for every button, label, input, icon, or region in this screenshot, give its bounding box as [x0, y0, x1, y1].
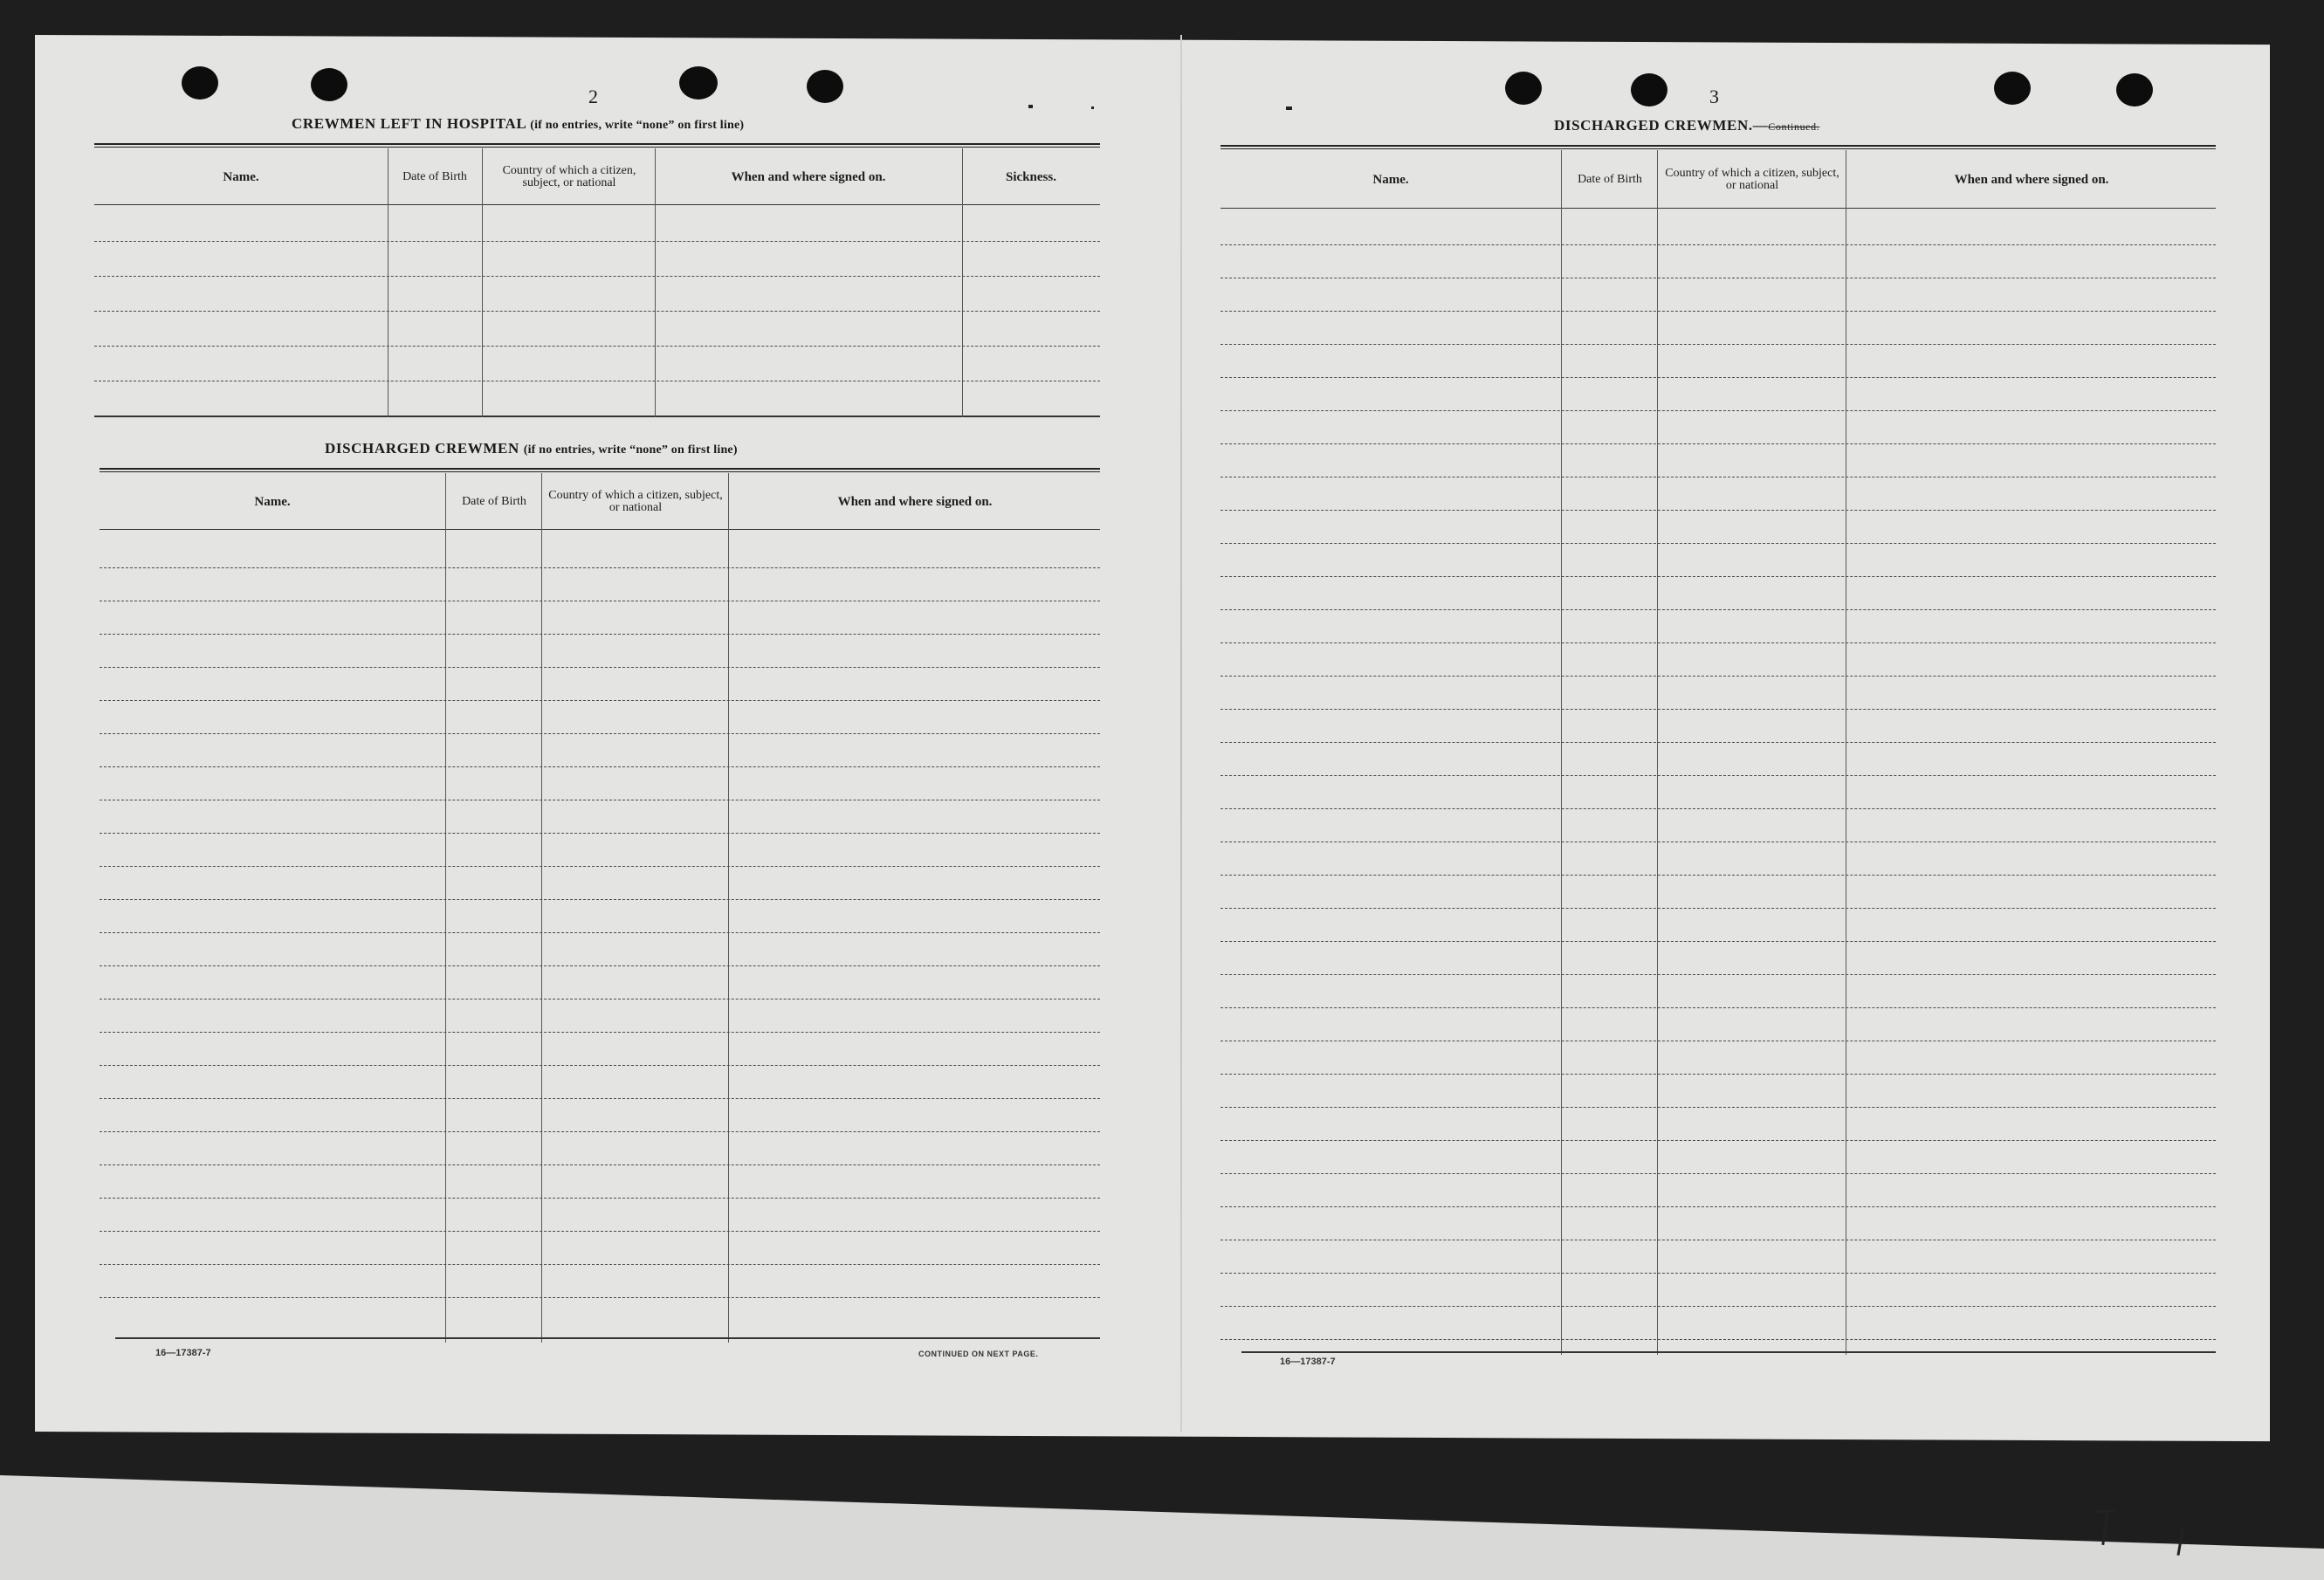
hospital-table: [94, 143, 1100, 419]
table-row: [100, 766, 1100, 767]
table-header-rule: [94, 204, 1100, 205]
column-divider: [1561, 150, 1562, 1355]
table-row: [100, 965, 1100, 966]
table-row: [1220, 1107, 2216, 1108]
column-divider: [962, 148, 963, 417]
column-divider: [445, 473, 446, 1343]
table-row: [100, 567, 1100, 568]
column-header-name: Name.: [223, 169, 259, 184]
table-row: [100, 999, 1100, 1000]
column-header-country: Country of which a citizen, subject, or national: [502, 164, 636, 189]
hospital-title-text: CREWMEN LEFT IN HOSPITAL: [292, 115, 526, 132]
hospital-section-title: [292, 115, 744, 133]
table-top-rule: [94, 143, 1100, 148]
table-row: [1220, 642, 2216, 643]
page-number: 2: [588, 86, 598, 107]
discharged-table: [100, 468, 1100, 1341]
table-row: [1220, 609, 2216, 610]
punch-hole: [807, 70, 843, 103]
table-row: [1220, 1306, 2216, 1307]
table-row: [1220, 875, 2216, 876]
table-row: [1220, 410, 2216, 411]
table-row: [94, 346, 1100, 347]
table-row: [100, 1231, 1100, 1232]
discharged-title-text: DISCHARGED CREWMEN: [325, 440, 519, 457]
punch-hole: [182, 66, 218, 100]
table-top-rule: [100, 468, 1100, 472]
table-row: [1220, 1007, 2216, 1008]
table-row: [1220, 1173, 2216, 1174]
table-row: [100, 634, 1100, 635]
table-row: [1220, 311, 2216, 312]
table-row: [1220, 1206, 2216, 1207]
table-row: [94, 311, 1100, 312]
table-row: [100, 700, 1100, 701]
table-top-rule: [1220, 145, 2216, 149]
discharged-title-note: (if no entries, write “none” on first line): [523, 443, 738, 457]
column-header-sickness: Sickness.: [1006, 169, 1056, 184]
scan-edge: [0, 1475, 2324, 1580]
table-row: [1220, 576, 2216, 577]
table-row: [100, 1065, 1100, 1066]
table-row: [1220, 676, 2216, 677]
column-header-name: Name.: [254, 494, 291, 509]
column-header-date-of-birth: Date of Birth: [402, 170, 467, 183]
punch-hole: [1994, 72, 2031, 105]
table-row: [1220, 1140, 2216, 1141]
scan-mark: [2095, 1510, 2114, 1513]
table-row: [94, 276, 1100, 277]
column-header-name: Name.: [1372, 172, 1409, 187]
table-header-rule: [1220, 208, 2216, 209]
table-row: [1220, 244, 2216, 245]
table-row: [100, 833, 1100, 834]
hospital-title-note: (if no entries, write “none” on first line): [530, 119, 745, 132]
table-row: [100, 1164, 1100, 1165]
column-header-date-of-birth: Date of Birth: [1578, 173, 1642, 186]
table-row: [100, 932, 1100, 933]
column-divider: [655, 148, 656, 417]
discharged-continued-title-text: DISCHARGED CREWMEN.—: [1554, 117, 1769, 134]
column-header-country: Country of which a citizen, subject, or national: [1665, 167, 1839, 192]
column-header-date-of-birth: Date of Birth: [462, 495, 526, 508]
punch-hole: [1631, 73, 1667, 106]
column-divider: [482, 148, 483, 417]
table-row: [100, 1032, 1100, 1033]
table-row: [1220, 510, 2216, 511]
scan-mark: [2101, 1510, 2109, 1545]
scan-mark: [1028, 105, 1033, 108]
column-divider: [541, 473, 542, 1343]
column-header-country: Country of which a citizen, subject, or national: [548, 489, 723, 514]
discharged-continued-table: [1220, 145, 2216, 1355]
table-row: [1220, 1074, 2216, 1075]
table-row: [100, 1198, 1100, 1199]
continued-label: Continued.: [1768, 120, 1820, 133]
column-divider: [728, 473, 729, 1343]
column-header-signed-on: When and where signed on.: [837, 494, 993, 509]
column-header-signed-on: When and where signed on.: [1954, 172, 2109, 187]
table-row: [1220, 775, 2216, 776]
table-row: [1220, 974, 2216, 975]
table-row: [1220, 377, 2216, 378]
table-row: [1220, 344, 2216, 345]
table-bottom-rule: [94, 416, 1100, 417]
table-row: [100, 667, 1100, 668]
discharged-section-title: [325, 440, 738, 457]
column-divider: [1657, 150, 1658, 1355]
table-row: [1220, 709, 2216, 710]
page-number: 3: [1709, 86, 1719, 107]
form-code: 16—17387-7: [1280, 1357, 1336, 1367]
table-row: [1220, 908, 2216, 909]
form-code: 16—17387-7: [155, 1348, 211, 1358]
punch-hole: [679, 66, 718, 100]
discharged-continued-title: [1554, 117, 1819, 134]
scan-mark: [1091, 106, 1094, 109]
table-row: [1220, 808, 2216, 809]
punch-hole: [1505, 72, 1542, 105]
table-row: [100, 1098, 1100, 1099]
continued-note: CONTINUED ON NEXT PAGE.: [918, 1350, 1039, 1358]
table-header-rule: [100, 529, 1100, 530]
table-row: [1220, 742, 2216, 743]
table-row: [1220, 443, 2216, 444]
table-row: [100, 1297, 1100, 1298]
column-header-signed-on: When and where signed on.: [731, 169, 886, 184]
table-row: [100, 733, 1100, 734]
table-row: [1220, 1339, 2216, 1340]
table-bottom-rule: [115, 1337, 1100, 1339]
table-row: [94, 241, 1100, 242]
table-row: [1220, 1273, 2216, 1274]
table-row: [100, 1264, 1100, 1265]
table-bottom-rule: [1241, 1351, 2216, 1353]
table-row: [1220, 941, 2216, 942]
punch-hole: [2116, 73, 2153, 106]
punch-hole: [311, 68, 347, 101]
table-row: [100, 899, 1100, 900]
table-row: [100, 1131, 1100, 1132]
page-fold: [1180, 35, 1182, 1432]
table-row: [1220, 543, 2216, 544]
scan-mark: [1286, 106, 1292, 110]
table-row: [100, 866, 1100, 867]
